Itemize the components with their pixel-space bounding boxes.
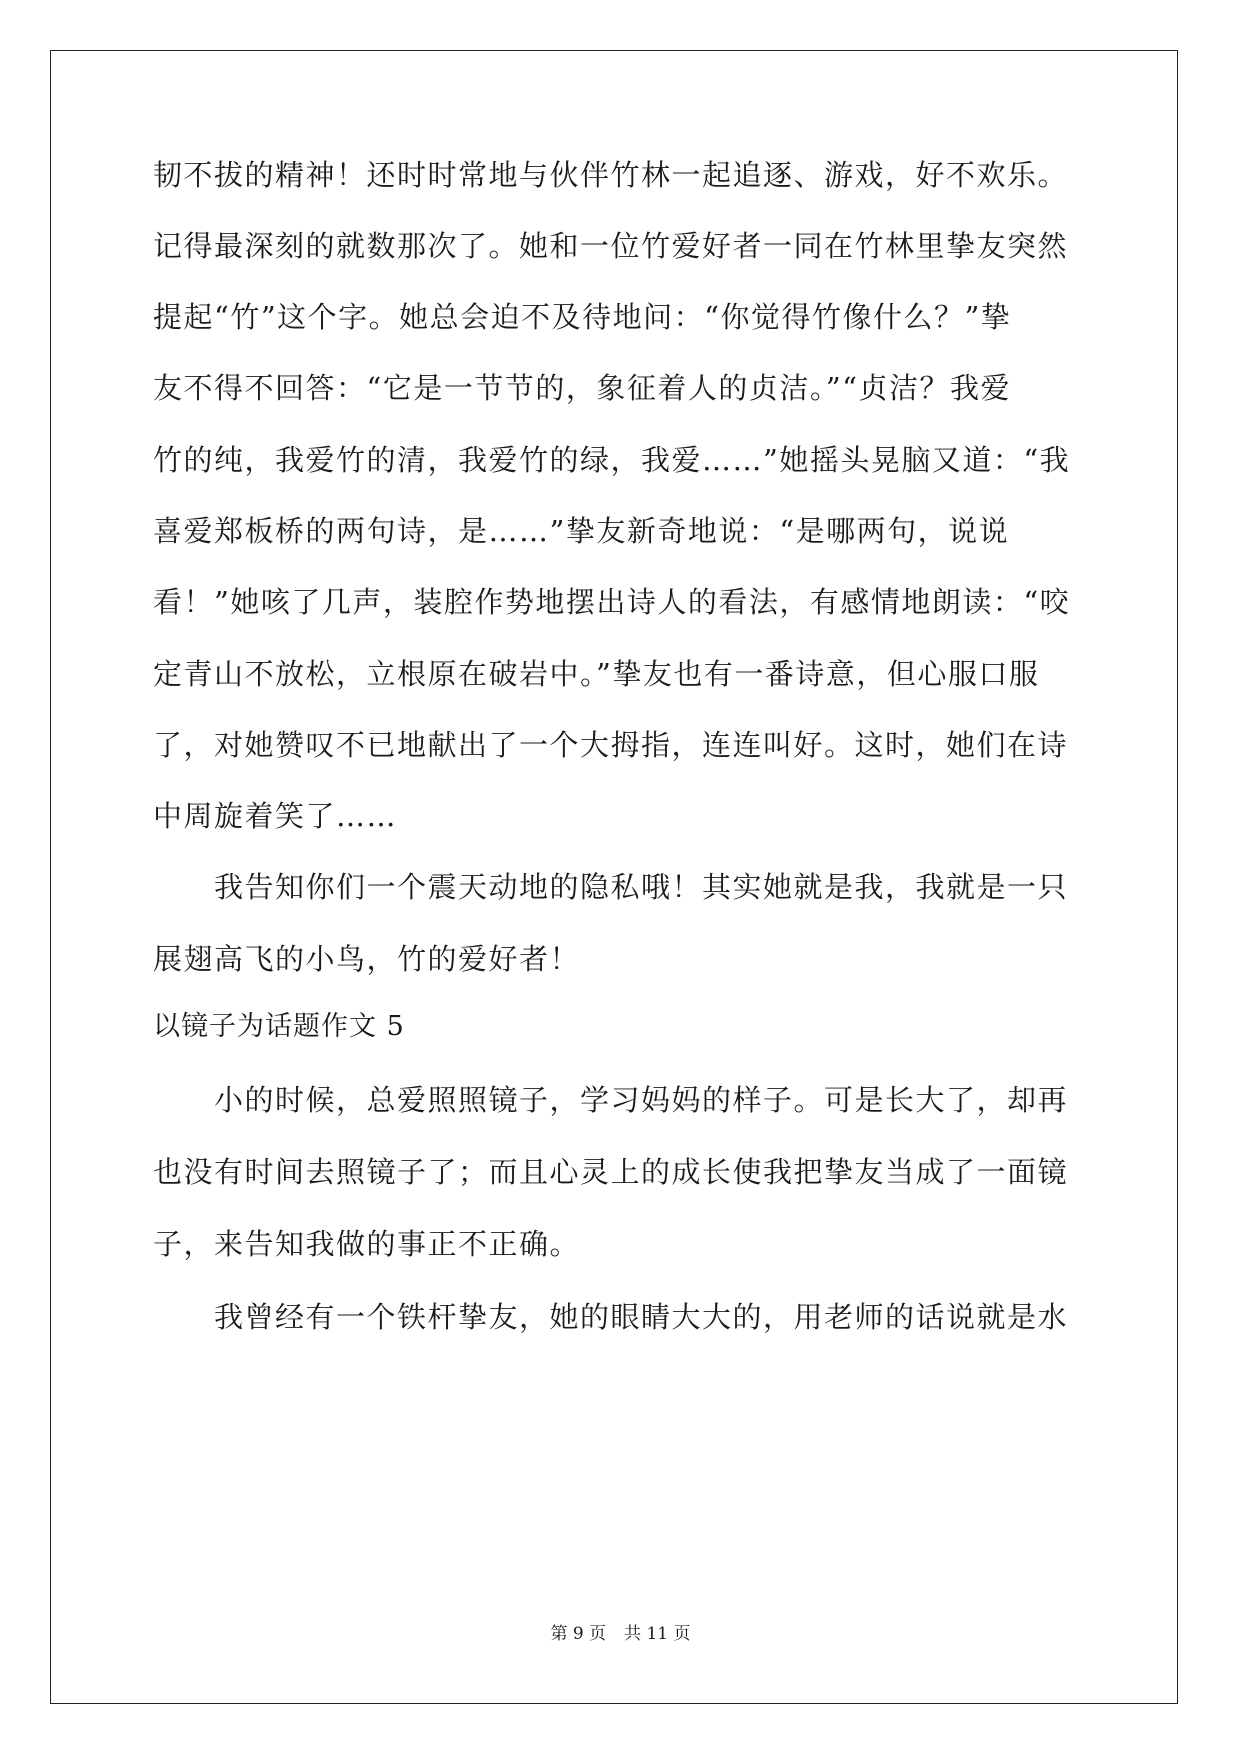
paragraph-line: 我告知你们一个震天动地的隐私哦！其实她就是我，我就是一只 bbox=[153, 870, 1069, 904]
paragraph-line: 中周旋着笑了…… bbox=[153, 799, 398, 833]
paragraph-line: 看！”她咳了几声，装腔作势地摆出诗人的看法，有感情地朗读：“咬 bbox=[153, 585, 1071, 619]
paragraph-line: 我曾经有一个铁杆挚友，她的眼睛大大的，用老师的话说就是水 bbox=[153, 1300, 1069, 1334]
paragraph-line: 子，来告知我做的事正不正确。 bbox=[153, 1227, 581, 1261]
paragraph-line: 展翅高飞的小鸟，竹的爱好者！ bbox=[153, 942, 581, 976]
paragraph-line: 小的时候，总爱照照镜子，学习妈妈的样子。可是长大了，却再 bbox=[153, 1083, 1069, 1117]
paragraph-line: 喜爱郑板桥的两句诗，是……”挚友新奇地说：“是哪两句，说说 bbox=[153, 514, 1010, 548]
paragraph-line: 记得最深刻的就数那次了。她和一位竹爱好者一同在竹林里挚友突然 bbox=[153, 229, 1069, 263]
paragraph-line: 提起“竹”这个字。她总会迫不及待地问：“你觉得竹像什么？”挚 bbox=[153, 300, 1012, 334]
paragraph-line: 友不得不回答：“它是一节节的，象征着人的贞洁。”“贞洁？我爱 bbox=[153, 371, 1011, 405]
page-number: 第 9 页 bbox=[550, 1624, 607, 1644]
page-total: 共 11 页 bbox=[624, 1624, 691, 1644]
paragraph-line: 竹的纯，我爱竹的清，我爱竹的绿，我爱……”她摇头晃脑又道：“我 bbox=[153, 443, 1071, 477]
paragraph-line: 也没有时间去照镜子了；而且心灵上的成长使我把挚友当成了一面镜 bbox=[153, 1155, 1069, 1189]
page-footer bbox=[0, 1622, 1241, 1646]
paragraph-line: 定青山不放松，立根原在破岩中。”挚友也有一番诗意，但心服口服 bbox=[153, 657, 1040, 691]
section-heading: 以镜子为话题作文 5 bbox=[153, 1011, 405, 1042]
paragraph-line: 韧不拔的精神！还时时常地与伙伴竹林一起追逐、游戏，好不欢乐。 bbox=[153, 158, 1069, 192]
paragraph-line: 了，对她赞叹不已地献出了一个大拇指，连连叫好。这时，她们在诗 bbox=[153, 728, 1069, 762]
